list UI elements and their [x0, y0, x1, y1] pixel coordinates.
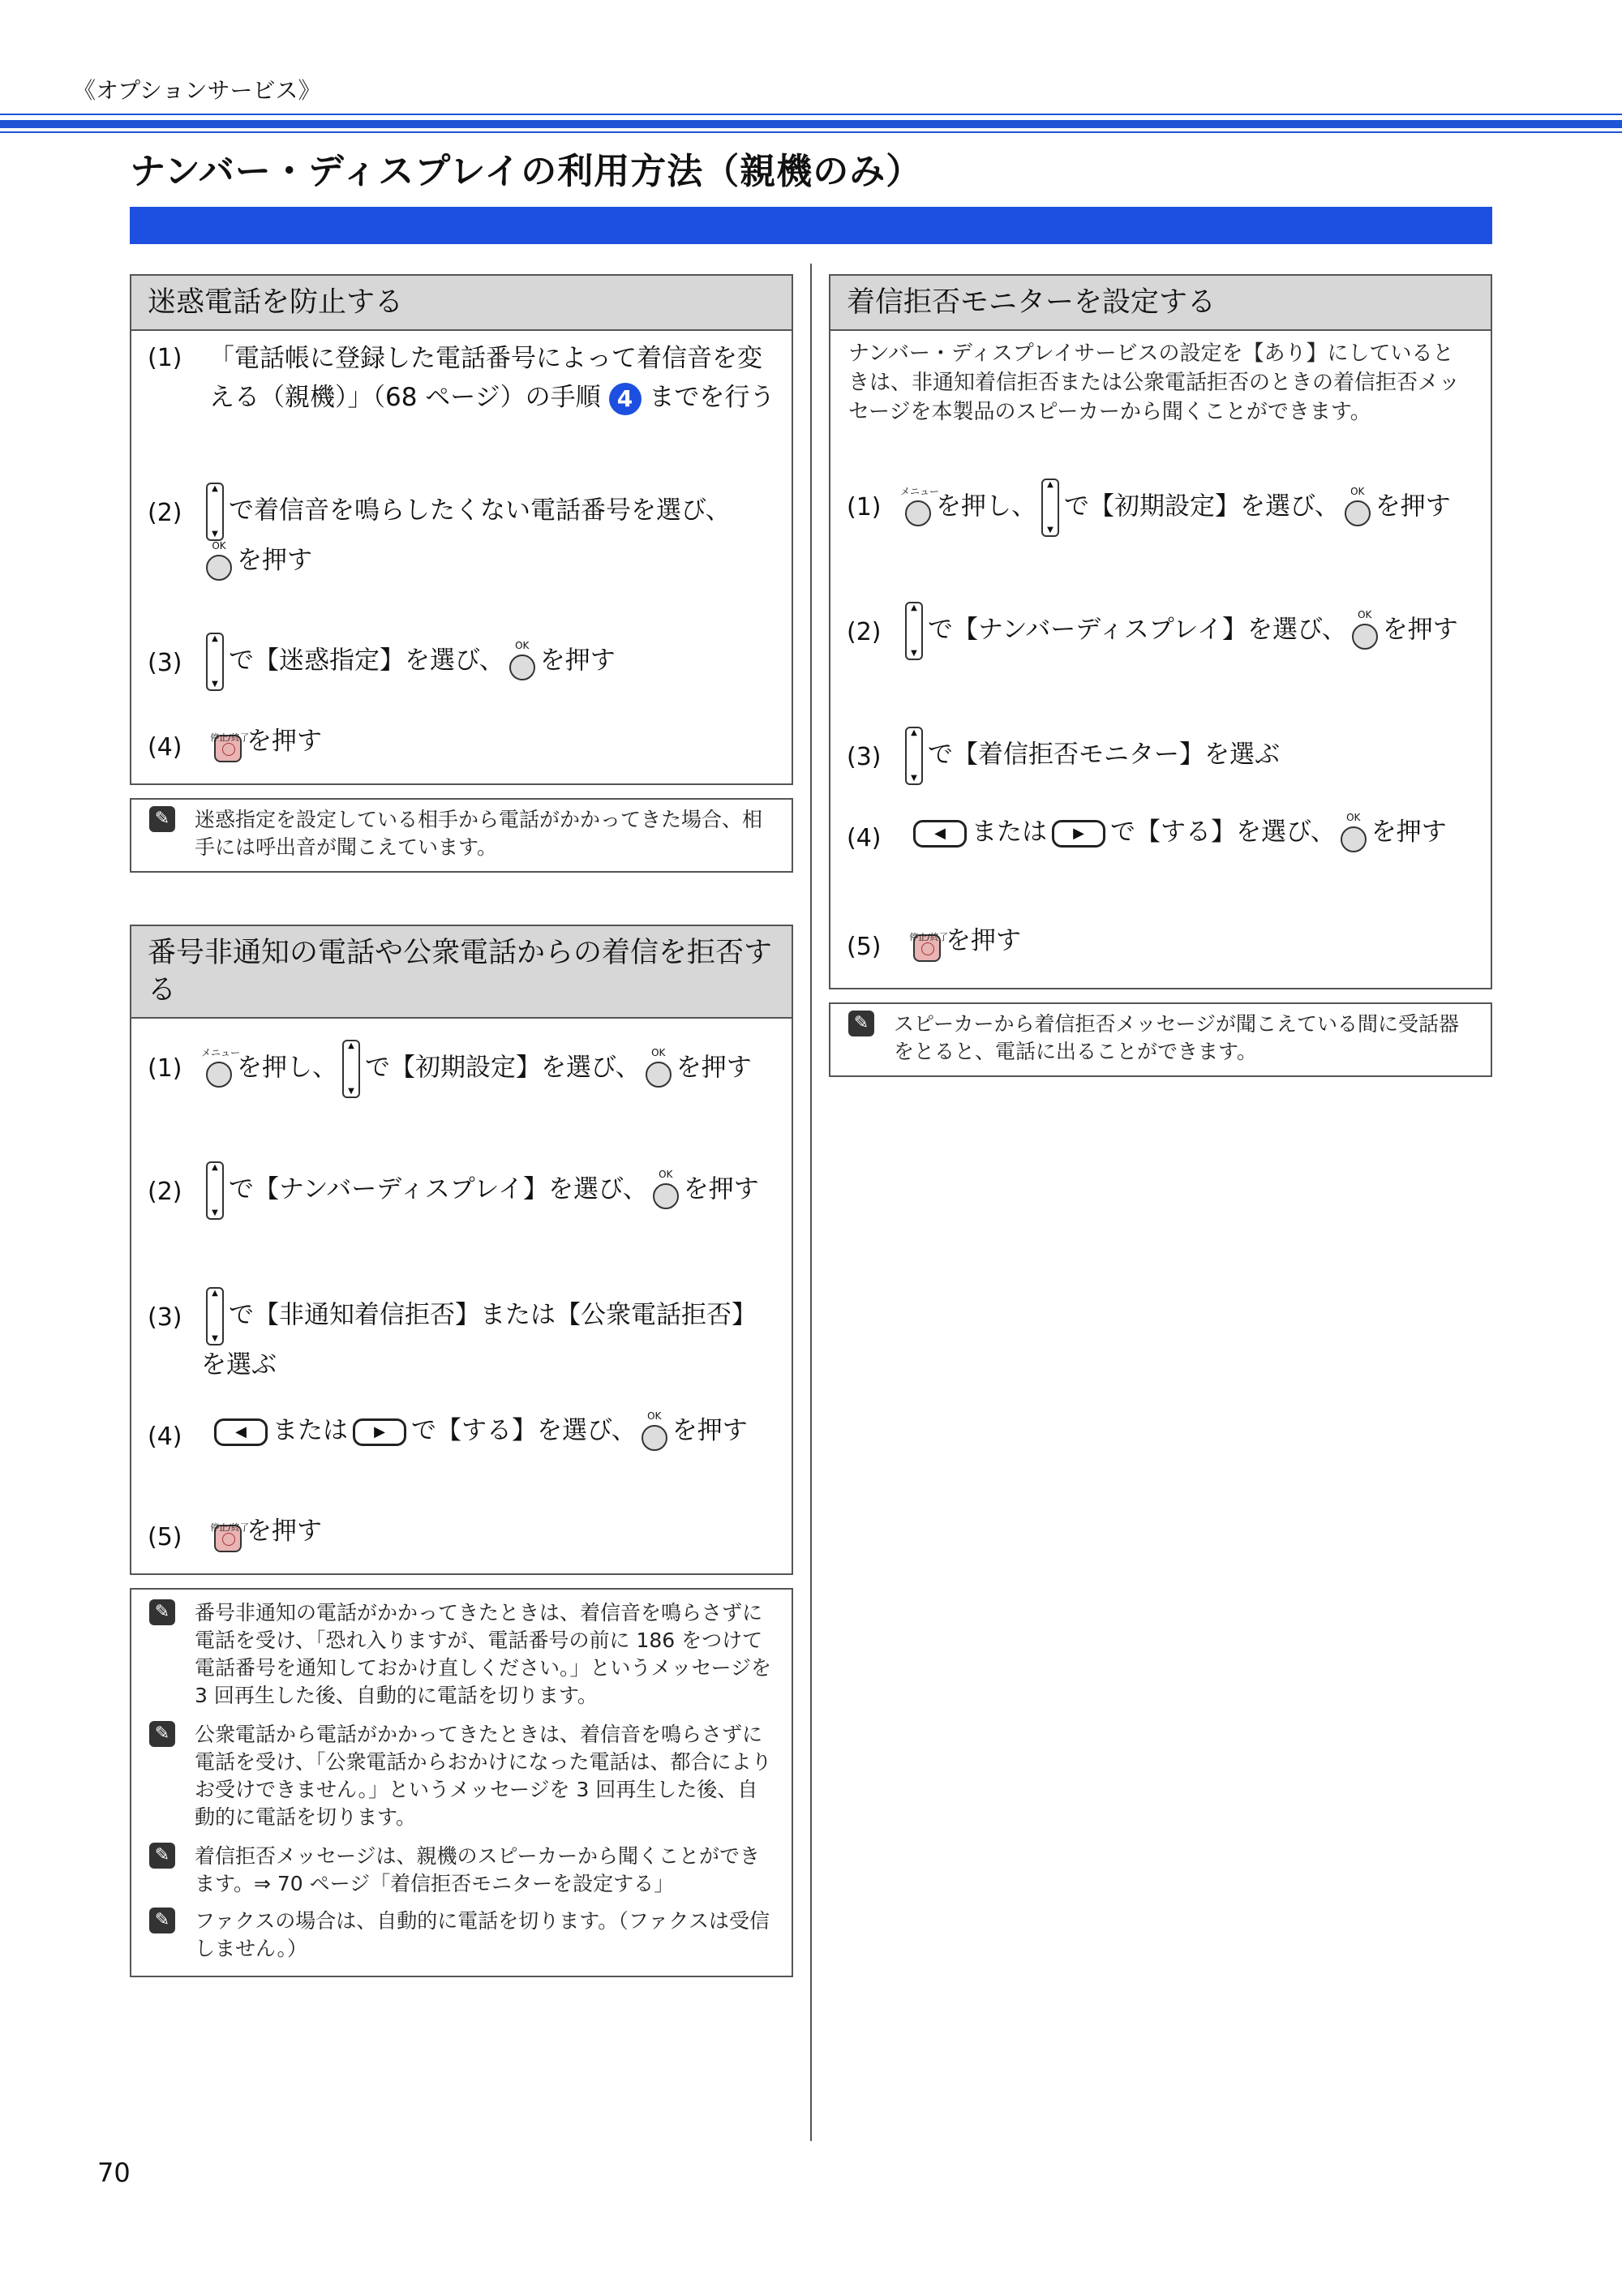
stop-button-icon: 停止/終了	[214, 735, 242, 762]
memo-icon: ✎	[149, 1599, 175, 1625]
title-bar	[130, 207, 1492, 244]
step-3: (3) ▲ ▼ で【非通知着信拒否】または【公衆電話拒否】を選ぶ	[148, 1289, 757, 1380]
right-arrow-key-icon: ▶	[353, 1418, 406, 1446]
step-2: (2) ▲ ▼ で【ナンバーディスプレイ】を選び、 OK を押す	[830, 602, 1491, 707]
memo-box: ✎ 番号非通知の電話がかかってきたときは、着信音を鳴らさずに電話を受け、「恐れ入りますが、電話番号の前に 186 をつけて電話番号を通知しておかけ直しください。」というメッセージを 3 回再生した後、自動的に電話を切ります。 ✎ 公衆電話から電話がかかってきたときは、着信音を鳴らさずに電話を受け、「公衆電話からおかけになった電話は、都合によりお受けできません。」というメッセージを 3 回再生した後、自動的に電話を切ります。 ✎ 着信拒否メッセージは、親機のスピーカーから聞くことができます。⇒ 70 ページ「着信拒否モニターを設定する」 ✎ ファクスの場合は、自動的に電話を切ります。（ファクスは受信しません。）	[130, 1588, 793, 1977]
memo-icon: ✎	[149, 1721, 175, 1747]
step-4-icon: 4	[609, 383, 642, 415]
step-1: (1) 「電話帳に登録した電話番号によって着信音を変える（親機）」（68 ページ）の手順 4 までを行う	[131, 339, 792, 461]
step-4: (4) ◀ または ▶ で【する】を選び、 OK を押す	[847, 811, 1447, 852]
step-1: (1) メニュー を押し、 ▲ ▼ で【初期設定】を選び、 OK を押す	[830, 479, 1491, 584]
ok-button-icon: OK	[1352, 624, 1378, 650]
stop-button-icon: 停止/終了	[913, 934, 941, 962]
section-block-monitor	[829, 274, 1492, 989]
ok-button-icon: OK	[1345, 500, 1371, 526]
step-3: (3) ▲ ▼ で【着信拒否モニター】を選ぶ	[830, 727, 1491, 792]
up-down-key-icon: ▲ ▼	[905, 602, 923, 660]
left-arrow-key-icon: ◀	[214, 1418, 268, 1446]
breadcrumb: 《オプションサービス》	[73, 77, 321, 104]
ok-button-icon: OK	[206, 555, 232, 581]
memo-icon: ✎	[149, 1843, 175, 1869]
header-rule	[0, 131, 1622, 133]
section-block-nuisance	[130, 274, 793, 785]
ok-button-icon: OK	[509, 654, 535, 680]
ok-button-icon: OK	[646, 1062, 672, 1088]
section-title: 迷惑電話を防止する	[131, 276, 792, 331]
ok-button-icon: OK	[642, 1425, 667, 1451]
menu-button-icon: メニュー	[905, 500, 931, 526]
step-4: (4) 停止/終了 を押す	[148, 727, 322, 762]
up-down-key-icon: ▲ ▼	[206, 1161, 224, 1220]
up-down-key-icon: ▲ ▼	[342, 1040, 360, 1098]
step-5: (5) 停止/終了 を押す	[847, 926, 1021, 961]
memo-icon: ✎	[848, 1011, 874, 1036]
up-down-key-icon: ▲ ▼	[1041, 479, 1059, 537]
memo-box: ✎ スピーカーから着信拒否メッセージが聞こえている間に受話器をとると、電話に出ることができます。	[829, 1002, 1492, 1077]
intro-text: ナンバー・ディスプレイサービスの設定を【あり】にしているときは、非通知着信拒否または公衆電話拒否のときの着信拒否メッセージを本製品のスピーカーから聞くことができます。	[848, 341, 1461, 424]
page-number: 70	[97, 2157, 131, 2188]
page-title: ナンバー・ディスプレイの利用方法（親機のみ）	[130, 151, 923, 192]
column-divider	[810, 264, 812, 2141]
section-block-reject	[130, 925, 793, 1575]
memo-box: ✎ 迷惑指定を設定している相手から電話がかかってきた場合、相手には呼出音が聞こえています。	[130, 798, 793, 873]
step-3: (3) ▲ ▼ で【迷惑指定】を選び、 OK を押す	[131, 633, 792, 697]
step-4: (4) ◀ または ▶ で【する】を選び、 OK を押す	[148, 1410, 748, 1451]
up-down-key-icon: ▲ ▼	[206, 633, 224, 691]
memo-icon: ✎	[149, 1908, 175, 1933]
section-title: 着信拒否モニターを設定する	[830, 276, 1491, 331]
step-2: (2) ▲ ▼ で着信音を鳴らしたくない電話番号を選び、 OK を押す	[131, 483, 792, 604]
section-title: 番号非通知の電話や公衆電話からの着信を拒否する	[131, 926, 792, 1019]
ok-button-icon: OK	[1341, 826, 1367, 852]
ok-button-icon: OK	[653, 1183, 679, 1209]
step-2: (2) ▲ ▼ で【ナンバーディスプレイ】を選び、 OK を押す	[131, 1161, 792, 1267]
step-1: (1) メニュー を押し、 ▲ ▼ で【初期設定】を選び、 OK を押す	[131, 1040, 792, 1145]
memo-icon: ✎	[149, 806, 175, 832]
header-rule	[0, 114, 1622, 115]
menu-button-icon: メニュー	[206, 1062, 232, 1088]
step-5: (5) 停止/終了 を押す	[148, 1517, 322, 1551]
left-arrow-key-icon: ◀	[913, 820, 967, 848]
header-rule-thick	[0, 120, 1622, 128]
up-down-key-icon: ▲ ▼	[905, 727, 923, 785]
stop-button-icon: 停止/終了	[214, 1525, 242, 1552]
up-down-key-icon: ▲ ▼	[206, 483, 224, 541]
right-arrow-key-icon: ▶	[1052, 820, 1105, 848]
up-down-key-icon: ▲ ▼	[206, 1287, 224, 1345]
